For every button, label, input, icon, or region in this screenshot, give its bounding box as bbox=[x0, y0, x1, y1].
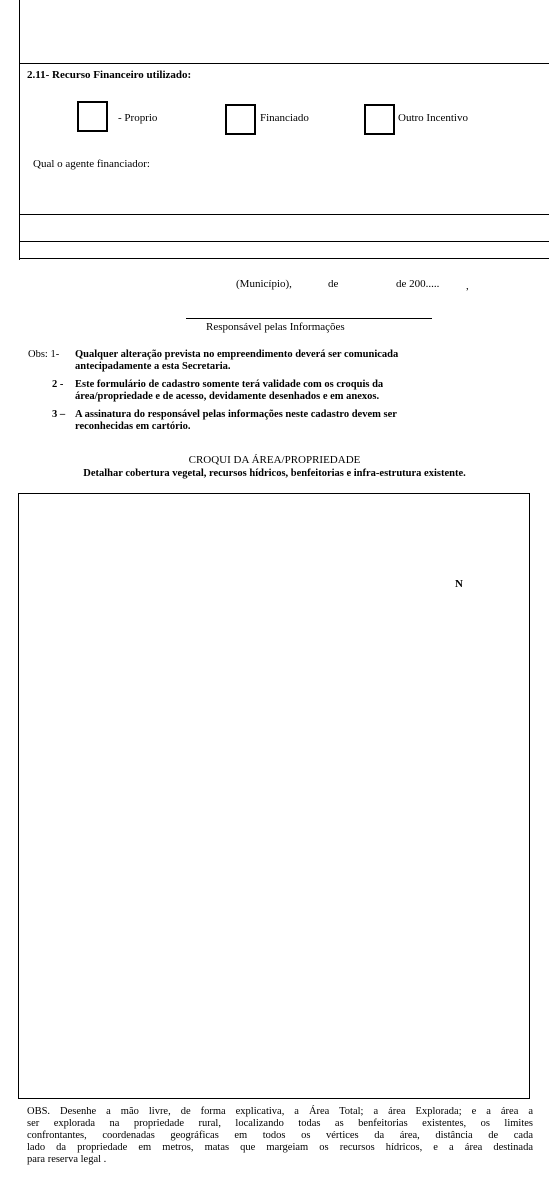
option-checkbox-outro[interactable] bbox=[364, 104, 395, 135]
north-indicator: N bbox=[455, 578, 463, 590]
footer-obs-line3: confrontantes, coordenadas geográficas em todos os vértices da área, distância de cada bbox=[27, 1130, 533, 1141]
section-title: 2.11- Recurso Financeiro utilizado: bbox=[27, 69, 192, 81]
croqui-title: CROQUI DA ÁREA/PROPRIEDADE bbox=[188, 454, 361, 466]
date-de-1: de bbox=[328, 278, 339, 290]
date-de-2: de 200..... bbox=[396, 278, 440, 290]
option-checkbox-financiado[interactable] bbox=[225, 104, 256, 135]
form-divider-3 bbox=[19, 241, 549, 242]
date-comma: , bbox=[466, 280, 469, 292]
footer-obs-line1: OBS. Desenhe a mão livre, de forma explicativa, a Área Total; a área Explorada; e a área a bbox=[27, 1106, 533, 1117]
croqui-drawing-area[interactable] bbox=[18, 493, 530, 1099]
signature-label: Responsável pelas Informações bbox=[206, 321, 345, 333]
form-divider-4 bbox=[19, 258, 549, 259]
option-label-proprio: - Proprio bbox=[118, 112, 158, 124]
obs-item1-line2: antecipadamente a esta Secretaria. bbox=[75, 361, 231, 372]
form-left-border bbox=[19, 0, 20, 260]
footer-obs-line4: lado da propriedade em metros, matas que margeiam os recursos hídricos, e a área destinada bbox=[27, 1142, 533, 1153]
obs-item2-line2: área/propriedade e de acesso, devidamente desenhados e em anexos. bbox=[75, 391, 380, 402]
form-divider-2 bbox=[19, 214, 549, 215]
croqui-subtitle: Detalhar cobertura vegetal, recursos hídricos, benfeitorias e infra-estrutura existente. bbox=[83, 468, 466, 479]
obs-item3-num: 3 – bbox=[52, 409, 66, 420]
municipio-label: (Município), bbox=[236, 278, 292, 290]
option-label-outro: Outro Incentivo bbox=[398, 112, 468, 124]
footer-obs-line5: para reserva legal . bbox=[27, 1154, 107, 1165]
signature-line bbox=[186, 318, 432, 319]
obs-item2-num: 2 - bbox=[52, 379, 64, 390]
obs-item3-line2: reconhecidas em cartório. bbox=[75, 421, 191, 432]
option-label-financiado: Financiado bbox=[260, 112, 309, 124]
obs-prefix: Obs: 1- bbox=[28, 349, 60, 360]
agent-label: Qual o agente financiador: bbox=[33, 158, 150, 170]
footer-obs-line2: ser explorada na propriedade rural, localizando todas as benfeitorias existentes, os limites bbox=[27, 1118, 533, 1129]
option-checkbox-proprio[interactable] bbox=[77, 101, 108, 132]
form-divider-1 bbox=[19, 63, 549, 64]
obs-item1-line1: Qualquer alteração prevista no empreendimento deverá ser comunicada bbox=[75, 349, 399, 360]
obs-item3-line1: A assinatura do responsável pelas informações neste cadastro devem ser bbox=[75, 409, 397, 420]
obs-item2-line1: Este formulário de cadastro somente terá validade com os croquis da bbox=[75, 379, 384, 390]
